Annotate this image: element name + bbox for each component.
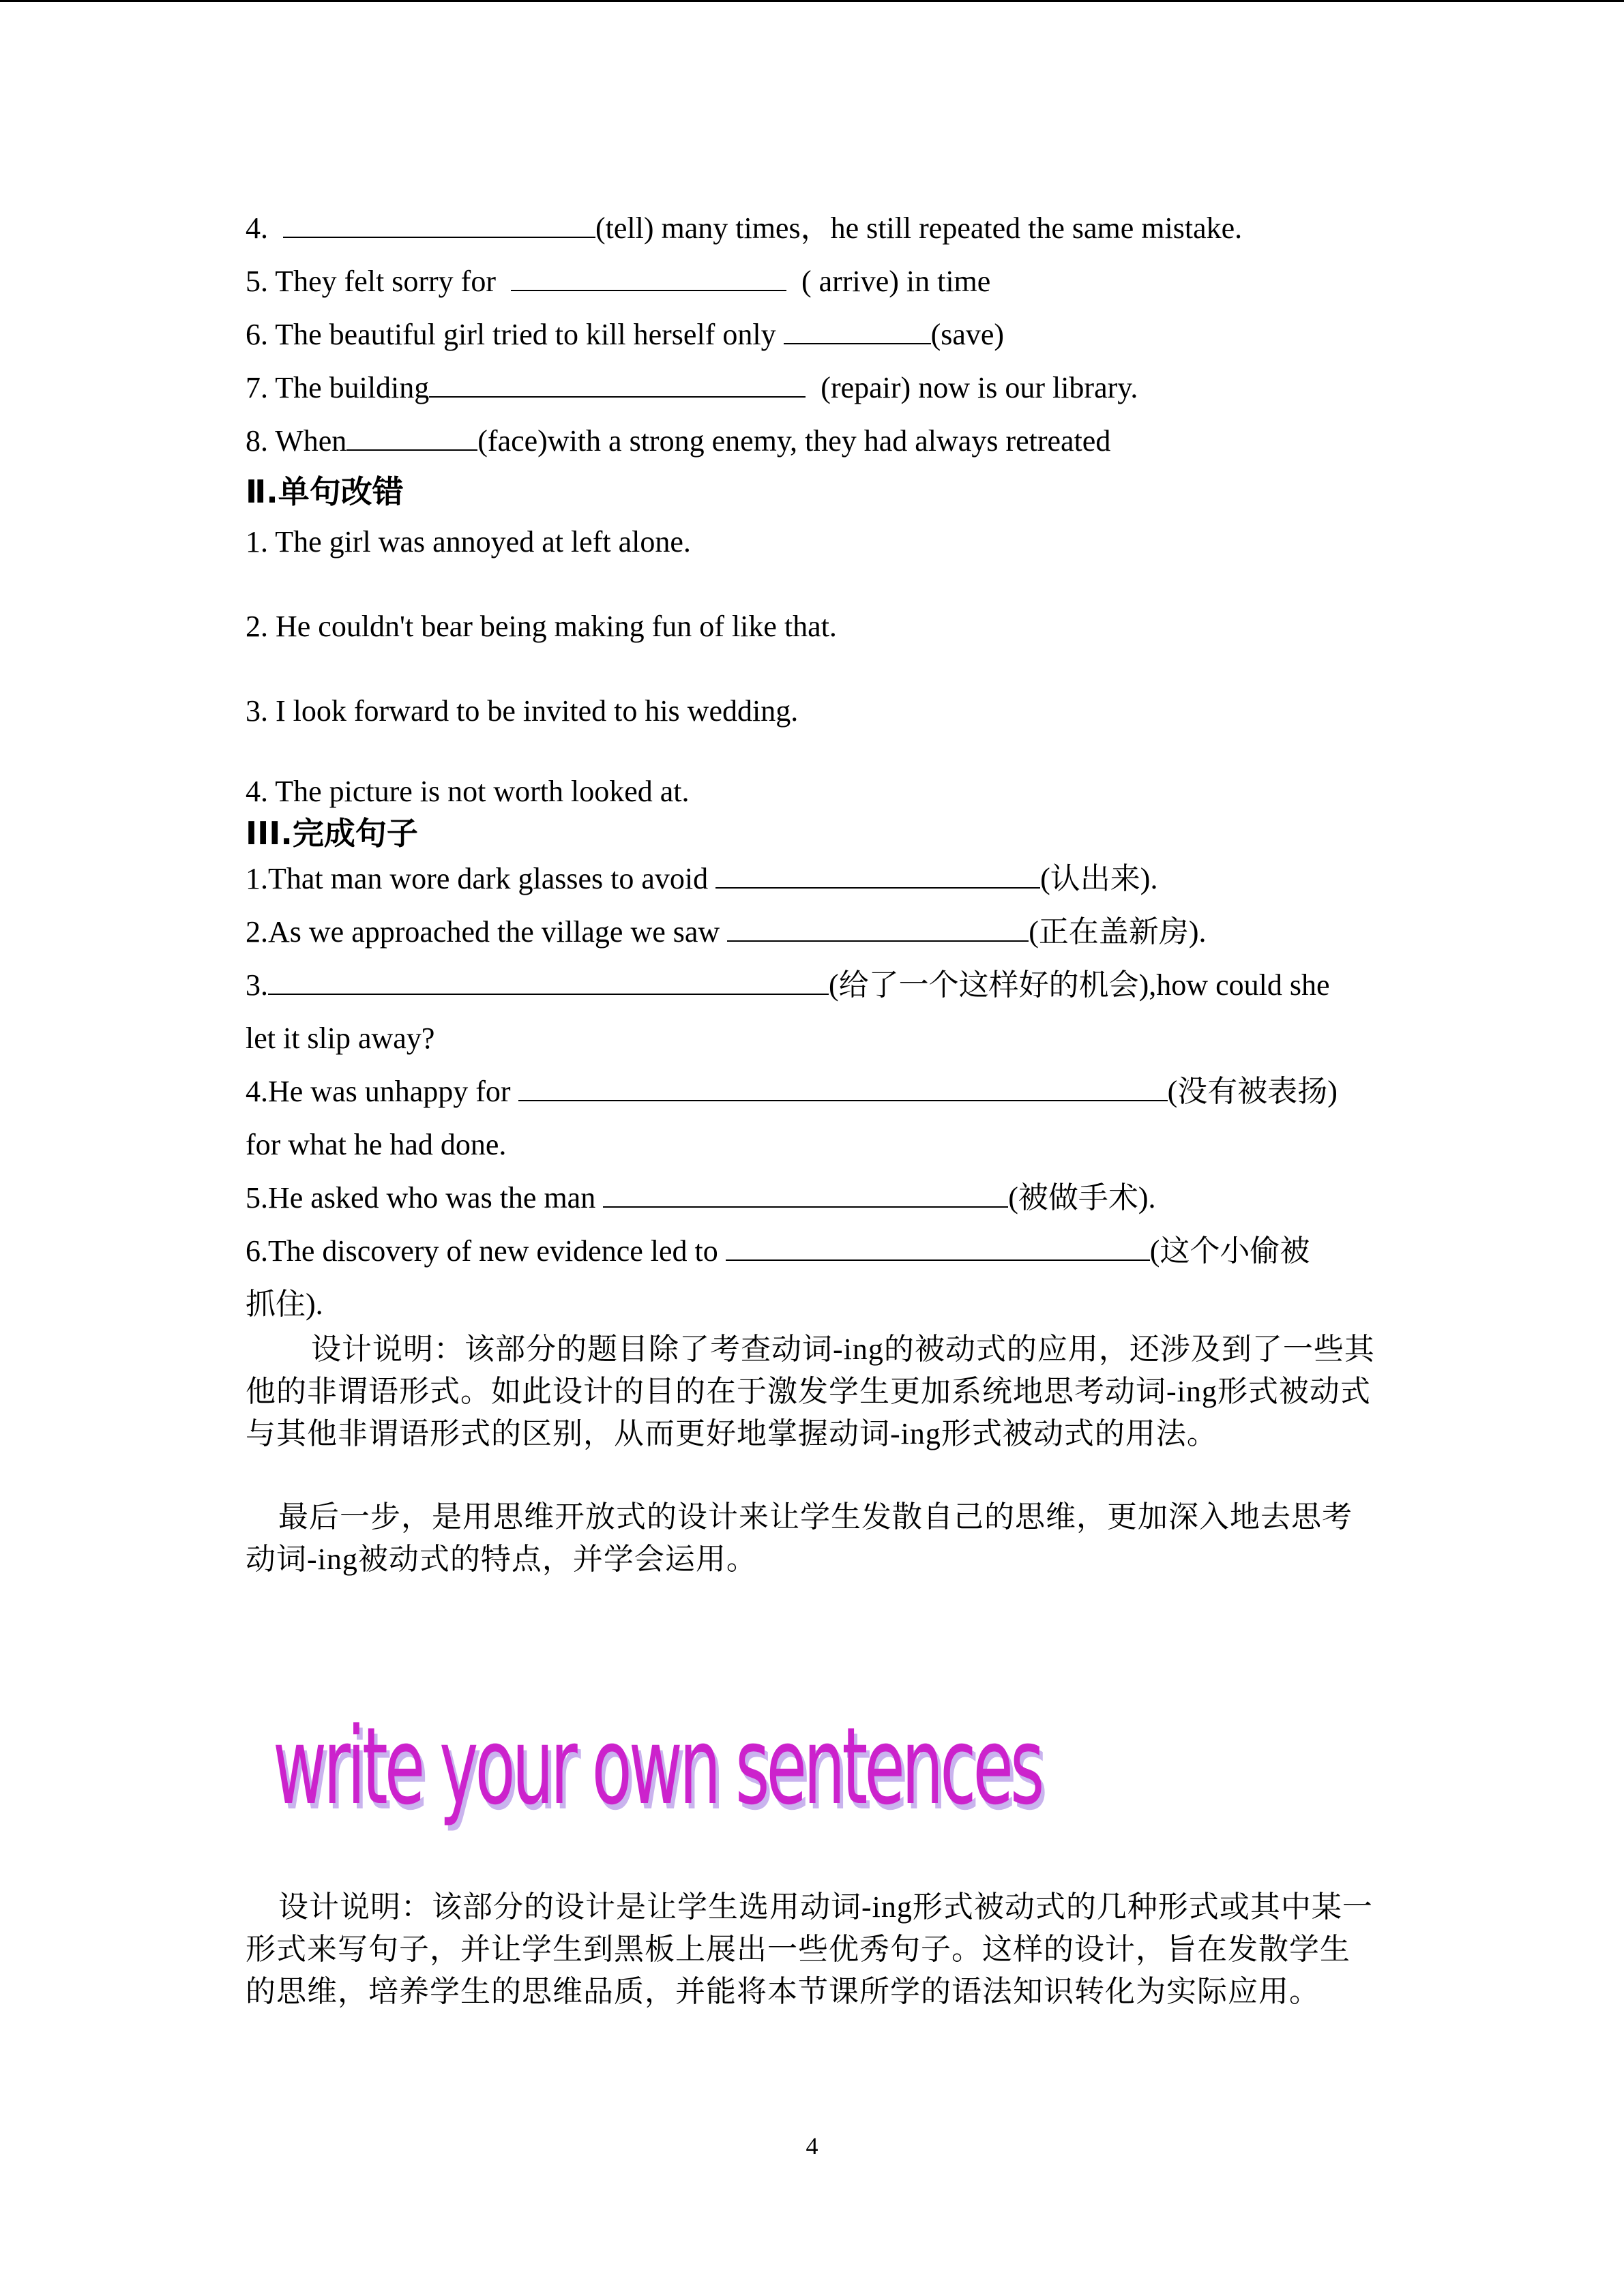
top-border [0, 0, 1624, 2]
exercise-item-7: 7. The building (repair) now is our library. [246, 361, 1378, 415]
exercise-item-8: 8. When (face)with a strong enemy, they had always retreated [246, 415, 1378, 468]
wordart-title: write your own sentences [273, 1704, 1042, 1828]
summary-paragraph: 最后一步，是用思维开放式的设计来让学生发散自己的思维，更加深入地去思考动词-ing被动式的特点，并学会运用。 [246, 1500, 1353, 1576]
complete-item-4: 4.He was unhappy for (没有被表扬) [246, 1065, 1378, 1118]
answer-blank[interactable] [727, 913, 1029, 942]
answer-blank[interactable] [511, 263, 786, 291]
answer-blank[interactable] [429, 369, 806, 398]
page-number: 4 [806, 2132, 818, 2160]
answer-blank[interactable] [283, 209, 595, 238]
complete-item-1: 1.That man wore dark glasses to avoid (认出来). [246, 852, 1378, 906]
section-heading-complete-sentences: III.完成句子 [246, 815, 418, 852]
answer-blank[interactable] [715, 860, 1040, 889]
answer-blank[interactable] [726, 1232, 1150, 1261]
complete-item-6: 6.The discovery of new evidence led to (这个小偷被 [246, 1225, 1378, 1278]
correction-item-2: 2. He couldn't bear being making fun of like that. [246, 610, 837, 643]
answer-blank[interactable] [784, 316, 931, 344]
correction-item-4: 4. The picture is not worth looked at. [246, 775, 690, 808]
answer-blank[interactable] [603, 1179, 1008, 1208]
answer-blank[interactable] [268, 966, 829, 995]
answer-blank[interactable] [346, 422, 477, 451]
complete-item-2: 2.As we approached the village we saw (正在盖新房). [246, 906, 1378, 959]
answer-blank[interactable] [518, 1073, 1168, 1101]
exercise-item-4: 4. (tell) many times，he still repeated the same mistake. [246, 202, 1378, 255]
complete-item-4-continued: for what he had done. [246, 1128, 507, 1161]
exercise-item-5: 5. They felt sorry for ( arrive) in time [246, 255, 1378, 308]
complete-item-3-continued: let it slip away? [246, 1022, 435, 1055]
correction-item-1: 1. The girl was annoyed at left alone. [246, 525, 691, 558]
design-note-1: 设计说明：该部分的题目除了考查动词-ing的被动式的应用，还涉及到了一些其他的非谓语形式。如此设计的目的在于激发学生更加系统地思考动词-ing形式被动式与其他非谓语形式的区别，从而更好地掌握动词-ing形式被动式的用法。 [246, 1332, 1375, 1450]
section-heading-error-correction: Ⅱ.单句改错 [246, 473, 404, 510]
complete-item-6-continued: 抓住). [246, 1287, 323, 1321]
page-content [246, 202, 1378, 1581]
complete-item-3: 3. (给了一个这样好的机会),how could she [246, 959, 1378, 1012]
complete-item-5: 5.He asked who was the man (被做手术). [246, 1172, 1378, 1225]
correction-item-3: 3. I look forward to be invited to his wedding. [246, 694, 799, 728]
design-note-2: 设计说明：该部分的设计是让学生选用动词-ing形式被动式的几种形式或其中某一形式来写句子，并让学生到黑板上展出一些优秀句子。这样的设计，旨在发散学生的思维，培养学生的思维品质，并能将本节课所学的语法知识转化为实际应用。 [246, 1890, 1373, 2008]
exercise-item-6: 6. The beautiful girl tried to kill herself only (save) [246, 308, 1378, 361]
